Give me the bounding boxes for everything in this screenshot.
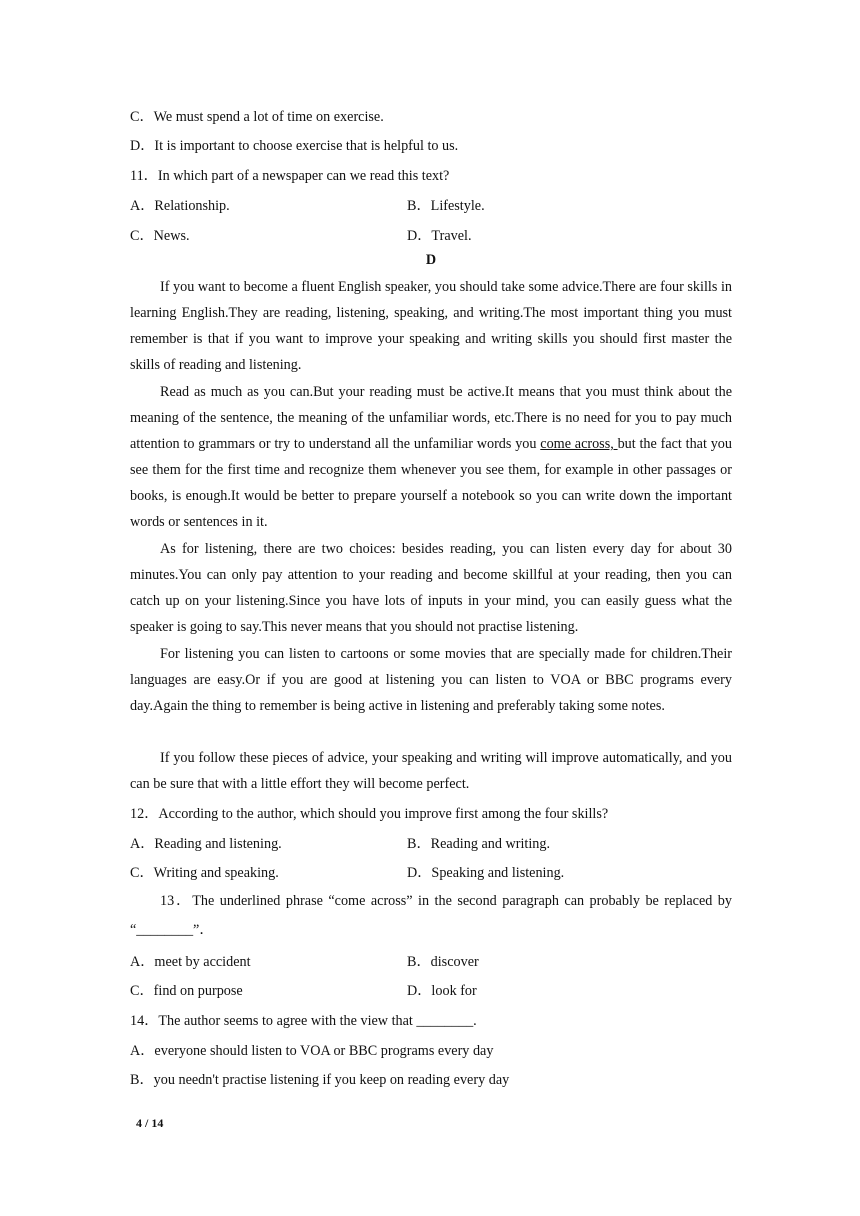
- q11-option-c: C．News.: [130, 228, 190, 244]
- q12-option-a: A．Reading and listening.: [130, 836, 282, 852]
- q12-option-d: D．Speaking and listening.: [407, 865, 565, 881]
- passage-paragraph-2: Read as much as you can.But your reading must be active.It means that you must think about the meaning of the sentence, the meaning of the unfamiliar words, etc.There is no need for you to pay much attention to grammars or try to understand all the unfamiliar words you come across, but the fact that you see them for the first time and recognize them whenever you see them, for example in other passages or books, is enough.It would be better to prepare yourself a notebook so you can write down the important words or sentences in it.: [130, 384, 732, 530]
- q13-question: 13．The underlined phrase “come across” in the second paragraph can probably be replaced by “________”．: [130, 893, 732, 938]
- q12-option-b: B．Reading and writing.: [407, 836, 551, 852]
- q10-option-c: C．We must spend a lot of time on exercise.: [130, 109, 384, 125]
- section-heading: D: [425, 252, 437, 268]
- underlined-phrase: come across,: [540, 436, 618, 452]
- q12-option-c: C．Writing and speaking.: [130, 865, 279, 881]
- q10-option-d: D．It is important to choose exercise that is helpful to us.: [130, 138, 459, 154]
- passage-paragraph-5: If you follow these pieces of advice, your speaking and writing will improve automatically, and you can be sure that with a little effort they will become perfect.: [130, 750, 732, 792]
- passage-paragraph-1: If you want to become a fluent English speaker, you should take some advice.There are four skills in learning English.They are reading, listening, speaking, and writing.The most important thing you must remember is that if you want to improve your speaking and writing skills you should first master the skills of reading and listening.: [130, 279, 732, 373]
- q13-option-a: A．meet by accident: [130, 954, 251, 970]
- q11-option-b: B．Lifestyle.: [407, 198, 485, 214]
- passage-paragraph-3: As for listening, there are two choices: besides reading, you can listen every day for about 30 minutes.You can only pay attention to your reading and become skillful at your reading, then you can catch up on your listening.Since you have lots of inputs in your mind, you can easily guess what the speaker is going to say.This never means that you should not practise listening.: [130, 541, 732, 635]
- q14-option-a: A．everyone should listen to VOA or BBC programs every day: [130, 1043, 494, 1059]
- q13-option-d: D．look for: [407, 983, 477, 999]
- q14-option-b: B．you needn't practise listening if you keep on reading every day: [130, 1072, 510, 1088]
- q13-option-c: C．find on purpose: [130, 983, 243, 999]
- q11-question: 11．In which part of a newspaper can we read this text?: [130, 168, 450, 184]
- q12-question: 12．According to the author, which should you improve first among the four skills?: [130, 806, 609, 822]
- q14-question: 14．The author seems to agree with the view that ________.: [130, 1013, 477, 1029]
- q11-option-a: A．Relationship.: [130, 198, 230, 214]
- page-number: 4 / 14: [136, 1116, 164, 1130]
- passage-paragraph-4: For listening you can listen to cartoons or some movies that are specially made for children.Their languages are easy.Or if you are good at listening you can listen to VOA or BBC programs every day.Again the thing to remember is being active in listening and preferably taking some notes.: [130, 646, 732, 714]
- q11-option-d: D．Travel.: [407, 228, 472, 244]
- q13-option-b: B．discover: [407, 954, 479, 970]
